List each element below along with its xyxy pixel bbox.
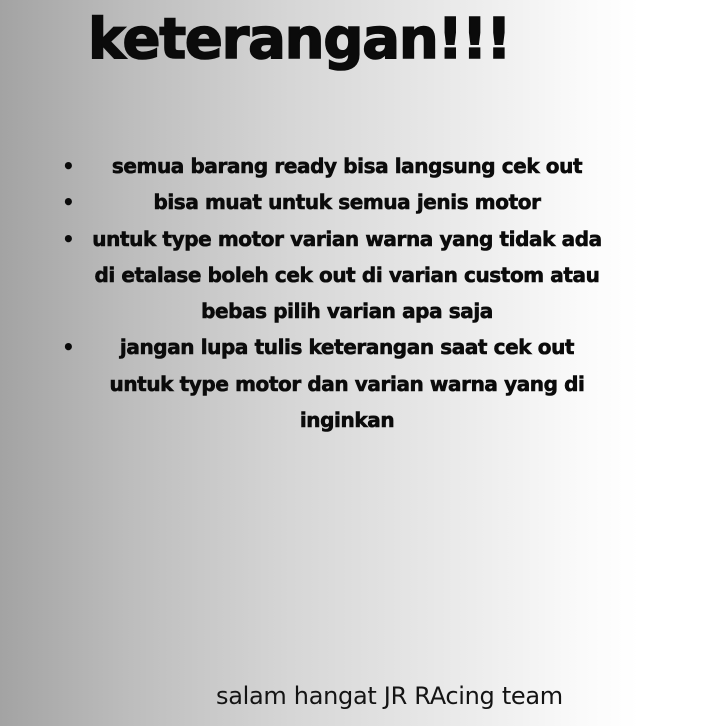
list-item — [58, 221, 606, 330]
list-item-text: bisa muat untuk semua jenis motor — [153, 190, 541, 215]
signature: salam hangat JR RAcing team — [216, 682, 563, 710]
notes-list — [58, 148, 606, 438]
bullet-icon: • — [62, 190, 75, 215]
list-item-text: untuk type motor varian warna yang tidak ada di etalase boleh cek out di varian custom atau bebas pilih varian apa saja — [92, 226, 602, 324]
list-item-text: semua barang ready bisa langsung cek out — [111, 154, 583, 178]
list-item-text: jangan lupa tulis keterangan saat cek out untuk type motor dan varian warna yang di inginkan — [109, 335, 585, 433]
list-item — [58, 329, 606, 438]
page-title: keterangan!!! — [88, 7, 511, 72]
bullet-icon: • — [62, 335, 75, 360]
bullet-icon: • — [62, 226, 75, 251]
list-item — [58, 148, 606, 184]
list-item — [58, 184, 606, 220]
bullet-icon: • — [62, 154, 75, 178]
